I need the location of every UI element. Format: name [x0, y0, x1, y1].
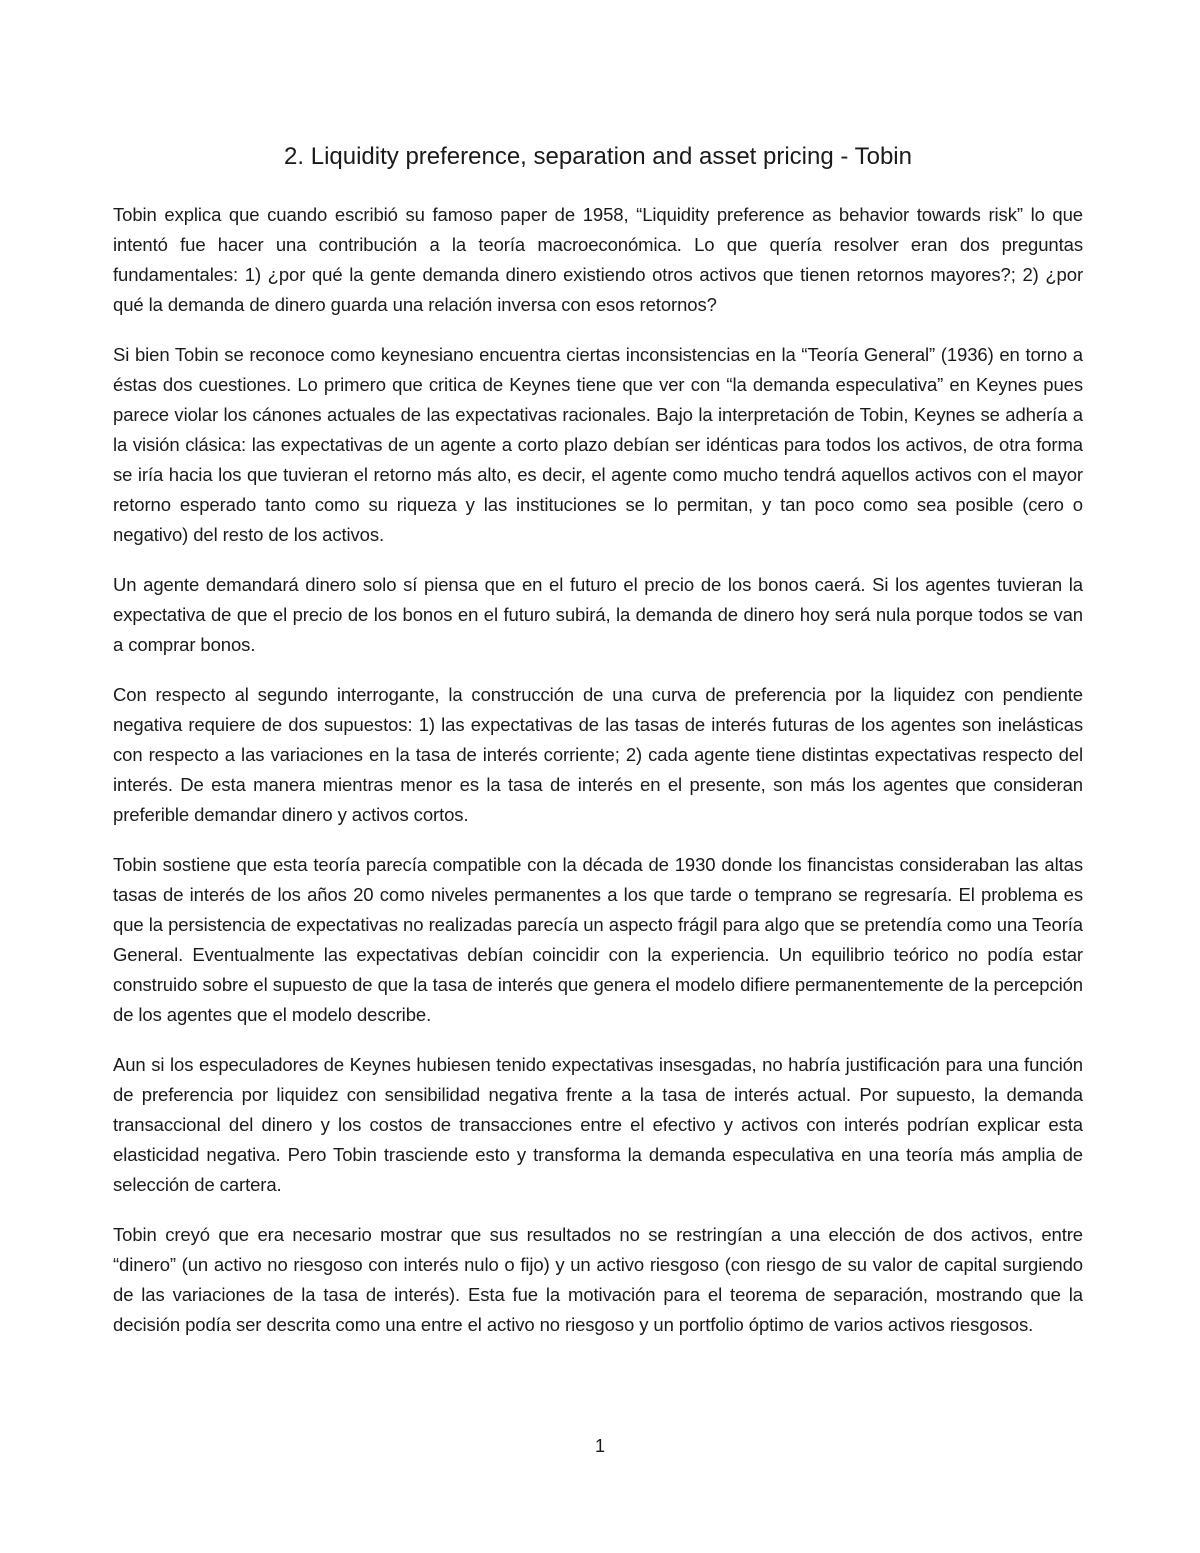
paragraph-6: Aun si los especuladores de Keynes hubiesen tenido expectativas insesgadas, no habría justificación para una función de preferencia por liquidez con sensibilidad negativa frente a la tasa de interés actual. Por supuesto, la demanda transaccional del dinero y los costos de transacciones entre el efectivo y activos con interés podrían explicar esta elasticidad negativa. Pero Tobin trasciende esto y transforma la demanda especulativa en una teoría más amplia de selección de cartera. — [113, 1054, 1083, 1195]
paragraph-1: Tobin explica que cuando escribió su famoso paper de 1958, “Liquidity preference as behavior towards risk” lo que intentó fue hacer una contribución a la teoría macroeconómica. Lo que quería resolver eran dos preguntas fundamentales: 1) ¿por qué la gente demanda dinero existiendo otros activos que tienen retornos mayores?; 2) ¿por qué la demanda de dinero guarda una relación inversa con esos retornos? — [113, 204, 1083, 315]
page-number: 1 — [594, 1436, 605, 1456]
paragraph-2: Si bien Tobin se reconoce como keynesiano encuentra ciertas inconsistencias en la “Teoría General” (1936) en torno a éstas dos cuestiones. Lo primero que critica de Keynes tiene que ver con “la demanda especulativa” en Keynes pues parece violar los cánones actuales de las expectativas racionales. Bajo la interpretación de Tobin, Keynes se adhería a la visión clásica: las expectativas de un agente a corto plazo debían ser idénticas para todos los activos, de otra forma se iría hacia los que tuvieran el retorno más alto, es decir, el agente como mucho tendrá aquellos activos con el mayor retorno esperado tanto como su riqueza y las instituciones se lo permitan, y tan poco como sea posible (cero o negativo) del resto de los activos. — [113, 344, 1083, 545]
paragraph-3: Un agente demandará dinero solo sí piensa que en el futuro el precio de los bonos caerá. Si los agentes tuvieran la expectativa de que el precio de los bonos en el futuro subirá, la demanda de dinero hoy será nula porque todos se van a comprar bonos. — [113, 574, 1083, 655]
page-content — [113, 142, 1083, 1360]
paragraph-5: Tobin sostiene que esta teoría parecía compatible con la década de 1930 donde los financistas consideraban las altas tasas de interés de los años 20 como niveles permanentes a los que tarde o temprano se regresaría. El problema es que la persistencia de expectativas no realizadas parecía un aspecto frágil para algo que se pretendía como una Teoría General. Eventualmente las expectativas debían coincidir con la experiencia. Un equilibrio teórico no podía estar construido sobre el supuesto de que la tasa de interés que genera el modelo difiere permanentemente de la percepción de los agentes que el modelo describe. — [113, 854, 1083, 1025]
document-title: 2. Liquidity preference, separation and asset pricing - Tobin — [284, 143, 912, 170]
paragraph-4: Con respecto al segundo interrogante, la construcción de una curva de preferencia por la liquidez con pendiente negativa requiere de dos supuestos: 1) las expectativas de las tasas de interés futuras de los agentes son inelásticas con respecto a las variaciones en la tasa de interés corriente; 2) cada agente tiene distintas expectativas respecto del interés. De esta manera mientras menor es la tasa de interés en el presente, son más los agentes que consideran preferible demandar dinero y activos cortos. — [113, 684, 1083, 825]
paragraph-7: Tobin creyó que era necesario mostrar que sus resultados no se restringían a una elección de dos activos, entre “dinero” (un activo no riesgoso con interés nulo o fijo) y un activo riesgoso (con riesgo de su valor de capital surgiendo de las variaciones de la tasa de interés). Esta fue la motivación para el teorema de separación, mostrando que la decisión podía ser descrita como una entre el activo no riesgoso y un portfolio óptimo de varios activos riesgosos. — [113, 1224, 1083, 1335]
